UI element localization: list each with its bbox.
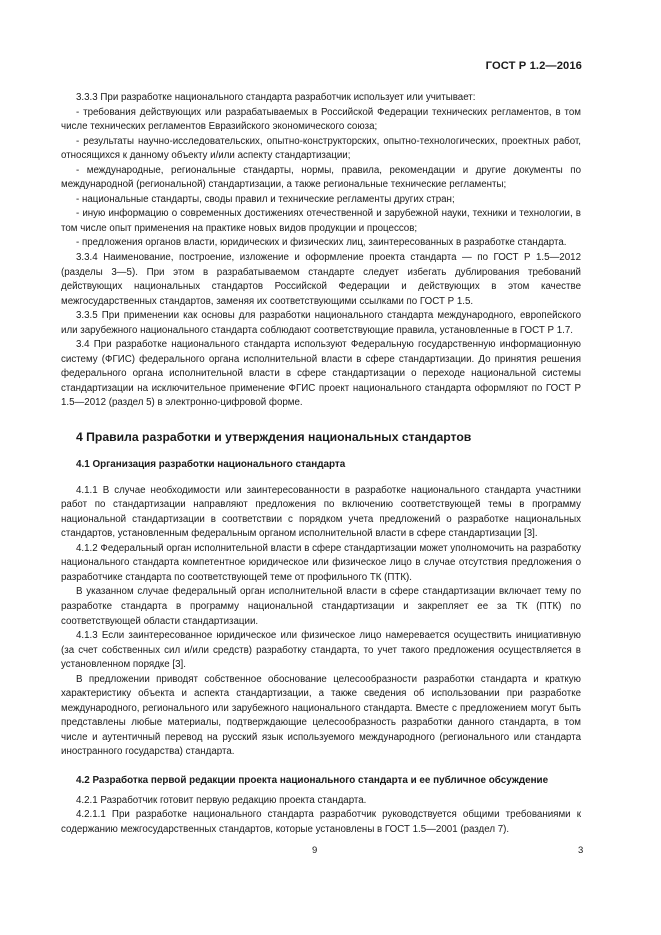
page-number-center: 9 [312, 845, 318, 856]
body-paragraph: В указанном случае федеральный орган исполнительной власти в сфере стандартизации включает тему по разработке стандарта в программу национальной стандартизации и закрепляет ее за ТК (ПТК) по соответствующей области стандартизации. [61, 586, 581, 627]
page-number-right: 3 [578, 845, 584, 856]
body-paragraph: 3.3.5 При применении как основы для разработки национального стандарта международного, европейского или зарубежного национального стандарта соблюдают соответствующие правила, установленные в ГОСТ Р 1.7. [61, 310, 581, 336]
body-paragraph: 4.2.1 Разработчик готовит первую редакцию проекта стандарта. [76, 794, 367, 806]
body-paragraph: - международные, региональные стандарты, нормы, правила, рекомендации и другие документы по международной (региональной) стандартизации, а также региональные технические регламенты; [61, 164, 581, 191]
body-paragraph: 3.3.4 Наименование, построение, изложение и оформление проекта стандарта — по ГОСТ Р 1.5—2012 (разделы 3—5). При этом в разрабатываемом стандарте следует избегать дублирования требований действующих национальных стандартов Российской Федерации и действующих в этом качестве межгосударственных стандартов, заменяя их соответствующими ссылками по ГОСТ Р 1.5. [61, 252, 581, 307]
section-heading: 4 Правила разработки и утверждения национальных стандартов [76, 430, 472, 445]
body-paragraph: 3.4 При разработке национального стандарта используют Федеральную государственную информационную систему (ФГИС) федерального органа исполнительной власти в сфере стандартизации. До принятия решения федерального органа исполнительной власти в сфере стандартизации о переходе национальной системы стандартизации на исключительное применение ФГИС проект национального стандарта оформляют по ГОСТ Р 1.5—2012 (раздел 5) в электронно-цифровой форме. [61, 339, 581, 409]
body-paragraph: - иную информацию о современных достижениях отечественной и зарубежной науки, техники и технологии, в том числе опыт применения на практике новых видов продукции и процессов; [61, 208, 581, 234]
body-paragraph: 3.3.3 При разработке национального стандарта разработчик использует или учитывает: [76, 92, 476, 103]
body-paragraph: 4.1.1 В случае необходимости или заинтересованности в разработке национального стандарта участники работ по стандартизации направляют предложения по включению соответствующей темы в программу национальной стандартизации в соответствии с порядком учета предложений о разработке национальных стандартов, установленным федеральным органом исполнительной власти в сфере стандартизации [3]. [61, 484, 581, 540]
subsection-heading: 4.1 Организация разработки национального стандарта [76, 459, 346, 471]
body-paragraph: - предложения органов власти, юридических и физических лиц, заинтересованных в разработке стандарта. [76, 237, 567, 249]
body-paragraph: 4.1.3 Если заинтересованное юридическое или физическое лицо намеревается осуществить инициативную (за счет собственных сил и/или средств) разработку стандарта, то учет такого предложения осуществляется в установленном порядке [3]. [61, 630, 581, 671]
body-paragraph: 4.1.2 Федеральный орган исполнительной власти в сфере стандартизации может уполномочить на разработку национального стандарта компетентное юридическое или физическое лицо в случае отсутствия предложения о разработчике стандарта по соответствующей теме от профильного ТК (ПТК). [61, 542, 581, 583]
document-body [61, 91, 581, 837]
document-code-header: ГОСТ Р 1.2—2016 [485, 60, 582, 72]
body-paragraph: - национальные стандарты, своды правил и технические регламенты других стран; [76, 193, 455, 205]
body-paragraph: В предложении приводят собственное обоснование целесообразности разработки стандарта и краткую характеристику объекта и аспекта стандартизации, а также сведения об использовании при разработке международного, регионального или зарубежного национального стандарта. Вместе с предложением могут быть представлены любые материалы, подтверждающие целесообразность разработки данного стандарта, в том числе и аутентичный перевод на русский язык используемого международного (регионального или стандарта иностранного государства) стандарта. [61, 673, 581, 758]
body-paragraph: - результаты научно-исследовательских, опытно-конструкторских, опытно-технологических, проектных работ, относящихся к данному объекту и/или аспекту стандартизации; [61, 135, 581, 162]
subsection-heading: 4.2 Разработка первой редакции проекта национального стандарта и ее публичное обсуждение [76, 774, 549, 786]
body-paragraph: 4.2.1.1 При разработке национального стандарта разработчик руководствуется общими требованиями к содержанию межгосударственных стандартов, которые установлены в ГОСТ 1.5—2001 (раздел 7). [61, 809, 581, 835]
body-paragraph: - требования действующих или разрабатываемых в Российской Федерации технических регламентов, в том числе технических регламентов Евразийского экономического союза; [61, 106, 581, 133]
